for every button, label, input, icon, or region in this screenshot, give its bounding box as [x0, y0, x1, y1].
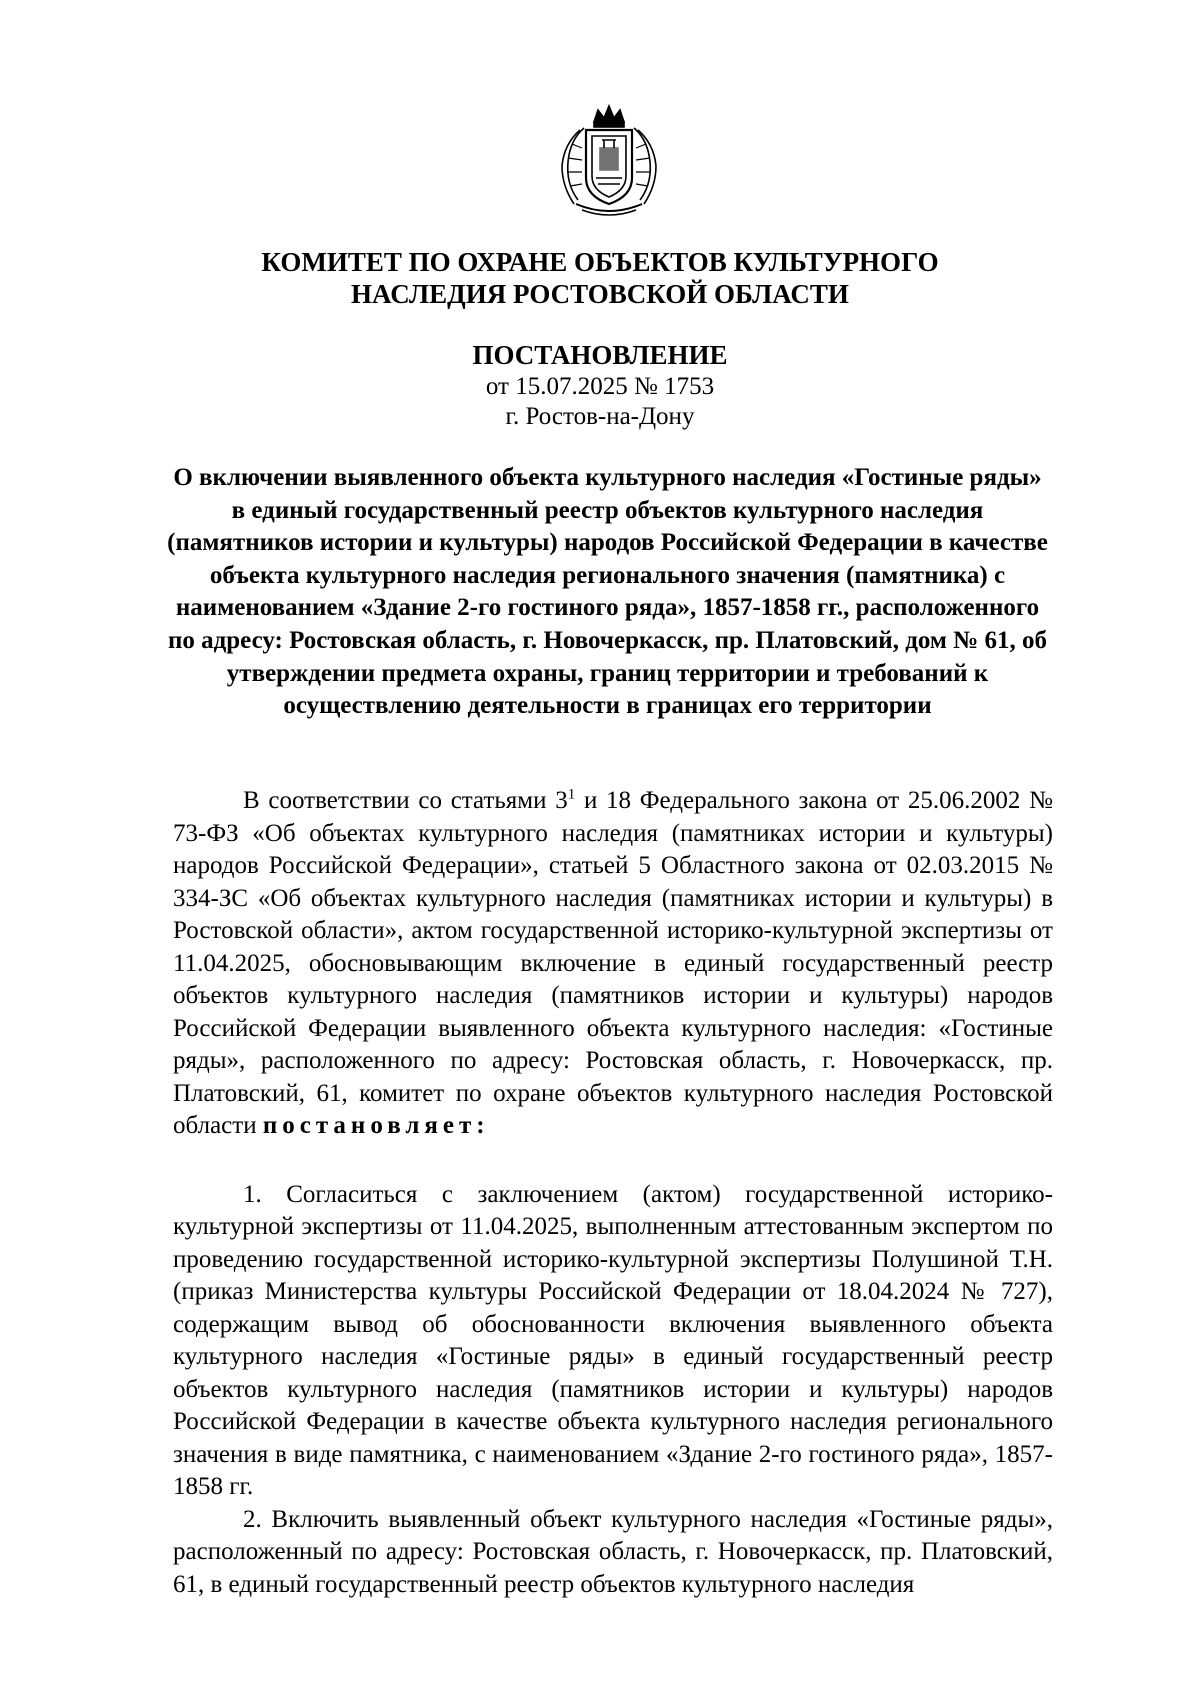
- resolves-keyword: постановляет:: [262, 1112, 490, 1139]
- document-meta: [140, 372, 1060, 432]
- document-city: г. Ростов-на-Дону: [505, 403, 695, 430]
- coat-of-arms-emblem: [556, 100, 662, 220]
- organization-name-line-1: КОМИТЕТ ПО ОХРАНЕ ОБЪЕКТОВ КУЛЬТУРНОГО: [261, 247, 939, 277]
- organization-name-line-2: НАСЛЕДИЯ РОСТОВСКОЙ ОБЛАСТИ: [351, 279, 849, 309]
- document-subject: О включении выявленного объекта культурного наследия «Гостиные ряды» в единый государственный реестр объектов культурного наследия (памятников истории и культуры) народов Российской Федерации в качестве объекта культурного наследия регионального значения (памятника) с наименованием «Здание 2-го гостиного ряда», 1857-1858 гг., расположенного по адресу: Ростовская область, г. Новочеркасск, пр. Платовский, дом № 61, об утверждении предмета охраны, границ территории и требований к осуществлению деятельности в границах его территории: [167, 464, 1048, 720]
- preamble-paragraph: [173, 785, 1053, 1143]
- organization-name: [140, 246, 1060, 310]
- item-paragraph-1: 1. Согласиться с заключением (актом) государственной историко-культурной экспертизы от 11.04.2025, выполненным аттестованным экспертом по проведению государственной историко-культурной экспертизы Полушиной Т.Н. (приказ Министерства культуры Российской Федерации от 18.04.2024 № 727), содержащим вывод об обоснованности включения выявленного объекта культурного наследия «Гостиные ряды» в единый государственный реестр объектов культурного наследия (памятников истории и культуры) народов Российской Федерации в качестве объекта культурного наследия регионального значения в виде памятника, с наименованием «Здание 2-го гостиного ряда», 1857-1858 гг.: [173, 1180, 1053, 1500]
- preamble-text-2: и 18 Федерального закона от 25.06.2002 № 73-ФЗ «Об объектах культурного наследия (памятниках истории и культуры) народов Российской Федерации», статьей 5 Областного закона от 02.03.2015 № 334-ЗС «Об объектах культурного наследия (памятниках истории и культуры) в Ростовской области», актом государственной историко-культурной экспертизы от 11.04.2025, обосновывающим включение в единый государственный реестр объектов культурного наследия (памятников истории и культуры) народов Российской Федерации выявленного объекта культурного наследия: «Гостиные ряды», расположенного по адресу: Ростовская область, г. Новочеркасск, пр. Платовский, 61, комитет по охране объектов культурного наследия Ростовской области: [173, 787, 1053, 1139]
- preamble-superscript: 1: [567, 786, 576, 803]
- paragraph-gap: [173, 1143, 1053, 1179]
- document-type: ПОСТАНОВЛЕНИЕ: [472, 340, 728, 370]
- preamble-text-1: В соответствии со статьями 3: [243, 787, 568, 814]
- document-date-number: от 15.07.2025 № 1753: [485, 373, 715, 400]
- item-paragraph-2: 2. Включить выявленный объект культурного наследия «Гостиные ряды», расположенный по адресу: Ростовская область, г. Новочеркасск, пр. Платовский, 61, в единый государственный реестр объектов культурного наследия: [173, 1505, 1053, 1598]
- document-body: [173, 785, 1053, 1601]
